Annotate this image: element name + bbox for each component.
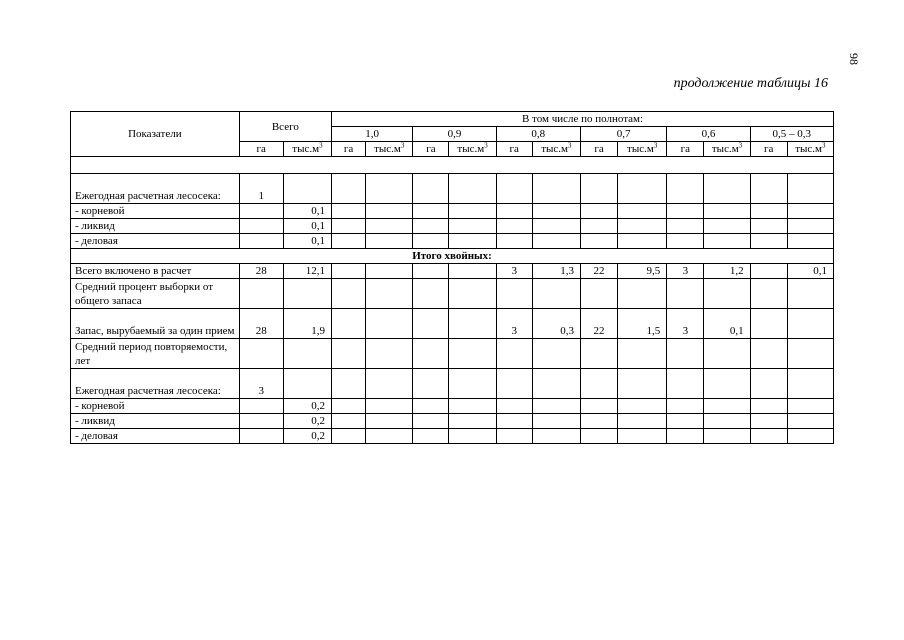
cell-volume: 1,5 bbox=[618, 309, 667, 339]
cell-ha bbox=[667, 369, 704, 399]
unit-volume-superscript: 3 bbox=[400, 141, 405, 150]
cell-volume bbox=[532, 369, 580, 399]
cell-volume bbox=[618, 339, 667, 369]
cell-ha bbox=[332, 369, 366, 399]
cell-ha bbox=[413, 264, 449, 279]
cell-ha bbox=[750, 339, 787, 369]
table-caption: продолжение таблицы 16 bbox=[673, 76, 828, 91]
cell-total-ha bbox=[239, 339, 283, 369]
header-unit-ha: га bbox=[413, 142, 449, 157]
table-row bbox=[71, 369, 834, 399]
table-row bbox=[71, 249, 834, 264]
cell-volume: 0,3 bbox=[532, 309, 580, 339]
row-label: - ликвид bbox=[71, 414, 240, 429]
cell-volume bbox=[366, 429, 413, 444]
cell-volume bbox=[532, 204, 580, 219]
header-density-group: 0,6 bbox=[667, 127, 750, 142]
header-density-group: 0,5 – 0,3 bbox=[750, 127, 833, 142]
cell-volume: 0,1 bbox=[787, 264, 833, 279]
cell-total-volume bbox=[283, 174, 331, 204]
cell-volume bbox=[618, 429, 667, 444]
cell-ha bbox=[750, 399, 787, 414]
cell-ha: 3 bbox=[667, 309, 704, 339]
cell-volume bbox=[704, 429, 750, 444]
cell-volume: 1,2 bbox=[704, 264, 750, 279]
cell-volume bbox=[787, 414, 833, 429]
cell-volume bbox=[366, 174, 413, 204]
header-unit-volume bbox=[283, 142, 331, 157]
cell-volume bbox=[449, 399, 496, 414]
cell-total-ha bbox=[239, 219, 283, 234]
cell-ha bbox=[580, 369, 617, 399]
cell-volume bbox=[704, 204, 750, 219]
cell-ha bbox=[667, 234, 704, 249]
cell-ha bbox=[332, 399, 366, 414]
cell-ha bbox=[667, 219, 704, 234]
row-label: - деловая bbox=[71, 429, 240, 444]
cell-ha bbox=[667, 429, 704, 444]
cell-volume bbox=[618, 219, 667, 234]
cell-ha bbox=[332, 219, 366, 234]
cell-ha bbox=[413, 309, 449, 339]
cell-volume bbox=[366, 369, 413, 399]
unit-volume-text: тыс.м bbox=[711, 143, 739, 155]
cell-volume bbox=[704, 339, 750, 369]
cell-ha: 3 bbox=[496, 309, 532, 339]
header-unit-ha: га bbox=[580, 142, 617, 157]
cell-ha bbox=[580, 414, 617, 429]
table-row bbox=[71, 339, 834, 369]
cell-volume bbox=[366, 279, 413, 309]
cell-volume bbox=[787, 234, 833, 249]
header-unit-ha: га bbox=[496, 142, 532, 157]
cell-ha bbox=[413, 429, 449, 444]
row-label: Всего включено в расчет bbox=[71, 264, 240, 279]
unit-volume-text: тыс.м bbox=[374, 143, 401, 155]
row-label: Ежегодная расчетная лесосека: bbox=[71, 174, 240, 204]
header-indicators: Показатели bbox=[71, 112, 240, 157]
cell-total-volume: 12,1 bbox=[283, 264, 331, 279]
cell-volume bbox=[787, 429, 833, 444]
cell-ha bbox=[750, 369, 787, 399]
cell-volume bbox=[704, 234, 750, 249]
cell-ha bbox=[413, 219, 449, 234]
cell-volume bbox=[618, 414, 667, 429]
cell-ha bbox=[413, 234, 449, 249]
unit-volume-text: тыс.м bbox=[541, 143, 569, 155]
cell-volume bbox=[618, 369, 667, 399]
row-label: Ежегодная расчетная лесосека: bbox=[71, 369, 240, 399]
cell-volume bbox=[704, 219, 750, 234]
cell-volume bbox=[366, 339, 413, 369]
cell-total-ha bbox=[239, 234, 283, 249]
table-row bbox=[71, 112, 834, 127]
cell-volume bbox=[787, 279, 833, 309]
cell-ha bbox=[413, 399, 449, 414]
cell-volume bbox=[704, 414, 750, 429]
cell-total-ha bbox=[239, 399, 283, 414]
table-row bbox=[71, 399, 834, 414]
row-label: - корневой bbox=[71, 399, 240, 414]
cell-ha bbox=[580, 174, 617, 204]
header-unit-volume bbox=[787, 142, 833, 157]
cell-ha bbox=[667, 204, 704, 219]
cell-ha bbox=[750, 429, 787, 444]
row-label: Средний процент выборки от общего запаса bbox=[71, 279, 240, 309]
spacer-row bbox=[71, 157, 834, 174]
row-label: - корневой bbox=[71, 204, 240, 219]
header-density-group: 0,9 bbox=[413, 127, 496, 142]
row-label: - ликвид bbox=[71, 219, 240, 234]
cell-volume bbox=[449, 264, 496, 279]
cell-ha bbox=[580, 429, 617, 444]
cell-volume bbox=[366, 219, 413, 234]
table-row bbox=[71, 204, 834, 219]
cell-volume bbox=[532, 234, 580, 249]
cell-ha: 3 bbox=[667, 264, 704, 279]
cell-volume bbox=[618, 234, 667, 249]
cell-ha bbox=[750, 414, 787, 429]
cell-ha bbox=[496, 414, 532, 429]
cell-ha bbox=[496, 204, 532, 219]
cell-ha bbox=[580, 279, 617, 309]
unit-volume-superscript: 3 bbox=[822, 141, 826, 150]
cell-ha bbox=[750, 174, 787, 204]
cell-ha bbox=[413, 204, 449, 219]
cell-ha bbox=[496, 279, 532, 309]
cell-ha bbox=[332, 279, 366, 309]
cell-volume bbox=[366, 264, 413, 279]
cell-ha bbox=[496, 369, 532, 399]
header-unit-ha: га bbox=[239, 142, 283, 157]
cell-volume bbox=[787, 174, 833, 204]
header-density-group: 1,0 bbox=[332, 127, 413, 142]
cell-volume bbox=[366, 399, 413, 414]
cell-volume bbox=[366, 204, 413, 219]
cell-ha bbox=[332, 414, 366, 429]
cell-volume bbox=[449, 429, 496, 444]
cell-volume bbox=[449, 204, 496, 219]
cell-volume bbox=[532, 219, 580, 234]
cell-volume bbox=[449, 279, 496, 309]
header-unit-volume bbox=[366, 142, 413, 157]
cell-ha bbox=[496, 174, 532, 204]
header-density-group: 0,7 bbox=[580, 127, 666, 142]
cell-ha bbox=[413, 279, 449, 309]
cell-total-ha bbox=[239, 414, 283, 429]
cell-total-volume: 0,1 bbox=[283, 219, 331, 234]
table-row bbox=[71, 174, 834, 204]
cell-volume bbox=[449, 369, 496, 399]
cell-total-ha bbox=[239, 204, 283, 219]
cell-ha bbox=[332, 309, 366, 339]
unit-volume-superscript: 3 bbox=[568, 141, 572, 150]
header-unit-volume bbox=[449, 142, 496, 157]
cell-ha bbox=[496, 219, 532, 234]
header-total: Всего bbox=[239, 112, 331, 142]
table-row bbox=[71, 264, 834, 279]
unit-volume-superscript: 3 bbox=[484, 141, 488, 150]
cell-volume bbox=[449, 309, 496, 339]
cell-total-volume bbox=[283, 279, 331, 309]
table-row bbox=[71, 234, 834, 249]
row-label: Средний период повторяемости, лет bbox=[71, 339, 240, 369]
unit-volume-superscript: 3 bbox=[653, 141, 658, 150]
cell-volume bbox=[704, 279, 750, 309]
cell-ha bbox=[496, 399, 532, 414]
unit-volume-text: тыс.м bbox=[795, 143, 823, 155]
cell-ha bbox=[413, 369, 449, 399]
cell-total-ha bbox=[239, 279, 283, 309]
cell-ha bbox=[667, 399, 704, 414]
cell-ha bbox=[332, 204, 366, 219]
row-label: - деловая bbox=[71, 234, 240, 249]
cell-ha bbox=[667, 279, 704, 309]
cell-total-volume: 0,1 bbox=[283, 234, 331, 249]
table-row bbox=[71, 279, 834, 309]
cell-ha bbox=[750, 219, 787, 234]
cell-ha bbox=[413, 174, 449, 204]
cell-volume bbox=[532, 429, 580, 444]
cell-total-volume: 0,2 bbox=[283, 429, 331, 444]
cell-volume bbox=[532, 174, 580, 204]
cell-total-ha: 3 bbox=[239, 369, 283, 399]
cell-ha bbox=[750, 234, 787, 249]
cell-volume bbox=[787, 369, 833, 399]
cell-total-volume: 0,1 bbox=[283, 204, 331, 219]
cell-volume bbox=[532, 399, 580, 414]
section-title: Итого хвойных: bbox=[71, 249, 834, 264]
cell-ha bbox=[580, 234, 617, 249]
header-unit-ha: га bbox=[667, 142, 704, 157]
cell-total-volume: 1,9 bbox=[283, 309, 331, 339]
cell-total-ha: 28 bbox=[239, 309, 283, 339]
cell-volume bbox=[449, 219, 496, 234]
table-row bbox=[71, 309, 834, 339]
cell-volume bbox=[449, 174, 496, 204]
cell-ha bbox=[750, 264, 787, 279]
cell-ha bbox=[332, 339, 366, 369]
cell-total-volume bbox=[283, 339, 331, 369]
cell-volume bbox=[366, 414, 413, 429]
cell-volume bbox=[532, 339, 580, 369]
unit-volume-text: тыс.м bbox=[457, 143, 485, 155]
cell-volume bbox=[366, 234, 413, 249]
cell-ha bbox=[332, 174, 366, 204]
header-unit-volume bbox=[618, 142, 667, 157]
header-unit-ha: га bbox=[332, 142, 366, 157]
cell-ha: 22 bbox=[580, 264, 617, 279]
header-unit-volume bbox=[532, 142, 580, 157]
cell-ha bbox=[496, 234, 532, 249]
cell-volume: 1,3 bbox=[532, 264, 580, 279]
cell-volume bbox=[704, 369, 750, 399]
cell-ha bbox=[580, 204, 617, 219]
cell-total-volume: 0,2 bbox=[283, 414, 331, 429]
cell-volume bbox=[449, 234, 496, 249]
cell-ha bbox=[667, 174, 704, 204]
cell-volume bbox=[618, 279, 667, 309]
cell-total-ha: 1 bbox=[239, 174, 283, 204]
cell-ha bbox=[332, 264, 366, 279]
cell-volume bbox=[618, 399, 667, 414]
cell-volume bbox=[532, 279, 580, 309]
cell-volume: 0,1 bbox=[704, 309, 750, 339]
cell-ha bbox=[332, 429, 366, 444]
cell-volume bbox=[787, 309, 833, 339]
cell-ha bbox=[580, 399, 617, 414]
cell-volume bbox=[532, 414, 580, 429]
cell-ha bbox=[750, 309, 787, 339]
page-number: 98 bbox=[847, 53, 861, 65]
cell-ha: 22 bbox=[580, 309, 617, 339]
table-row bbox=[71, 414, 834, 429]
cell-ha bbox=[667, 339, 704, 369]
unit-volume-superscript: 3 bbox=[738, 141, 743, 150]
unit-volume-superscript: 3 bbox=[319, 141, 323, 150]
cell-volume bbox=[787, 204, 833, 219]
unit-volume-text: тыс.м bbox=[292, 143, 320, 155]
cell-volume bbox=[618, 204, 667, 219]
header-unit-volume bbox=[704, 142, 750, 157]
cell-ha: 3 bbox=[496, 264, 532, 279]
cell-volume bbox=[787, 339, 833, 369]
cell-volume bbox=[704, 174, 750, 204]
cell-volume bbox=[787, 399, 833, 414]
cell-volume bbox=[704, 399, 750, 414]
cell-volume bbox=[618, 174, 667, 204]
cell-ha bbox=[750, 279, 787, 309]
cell-ha bbox=[496, 429, 532, 444]
row-label: Запас, вырубаемый за один прием bbox=[71, 309, 240, 339]
cell-volume bbox=[449, 339, 496, 369]
forest-felling-table bbox=[70, 111, 834, 444]
cell-total-volume bbox=[283, 369, 331, 399]
table-row bbox=[71, 429, 834, 444]
cell-total-ha: 28 bbox=[239, 264, 283, 279]
cell-ha bbox=[580, 219, 617, 234]
table-row bbox=[71, 219, 834, 234]
header-including: В том числе по полнотам: bbox=[332, 112, 834, 127]
cell-ha bbox=[413, 339, 449, 369]
cell-total-ha bbox=[239, 429, 283, 444]
cell-ha bbox=[580, 339, 617, 369]
cell-volume bbox=[449, 414, 496, 429]
header-unit-ha: га bbox=[750, 142, 787, 157]
cell-total-volume: 0,2 bbox=[283, 399, 331, 414]
header-density-group: 0,8 bbox=[496, 127, 580, 142]
cell-ha bbox=[413, 414, 449, 429]
cell-ha bbox=[332, 234, 366, 249]
cell-ha bbox=[496, 339, 532, 369]
unit-volume-text: тыс.м bbox=[627, 143, 654, 155]
table-row bbox=[71, 157, 834, 174]
cell-ha bbox=[750, 204, 787, 219]
cell-ha bbox=[667, 414, 704, 429]
cell-volume: 9,5 bbox=[618, 264, 667, 279]
cell-volume bbox=[366, 309, 413, 339]
cell-volume bbox=[787, 219, 833, 234]
